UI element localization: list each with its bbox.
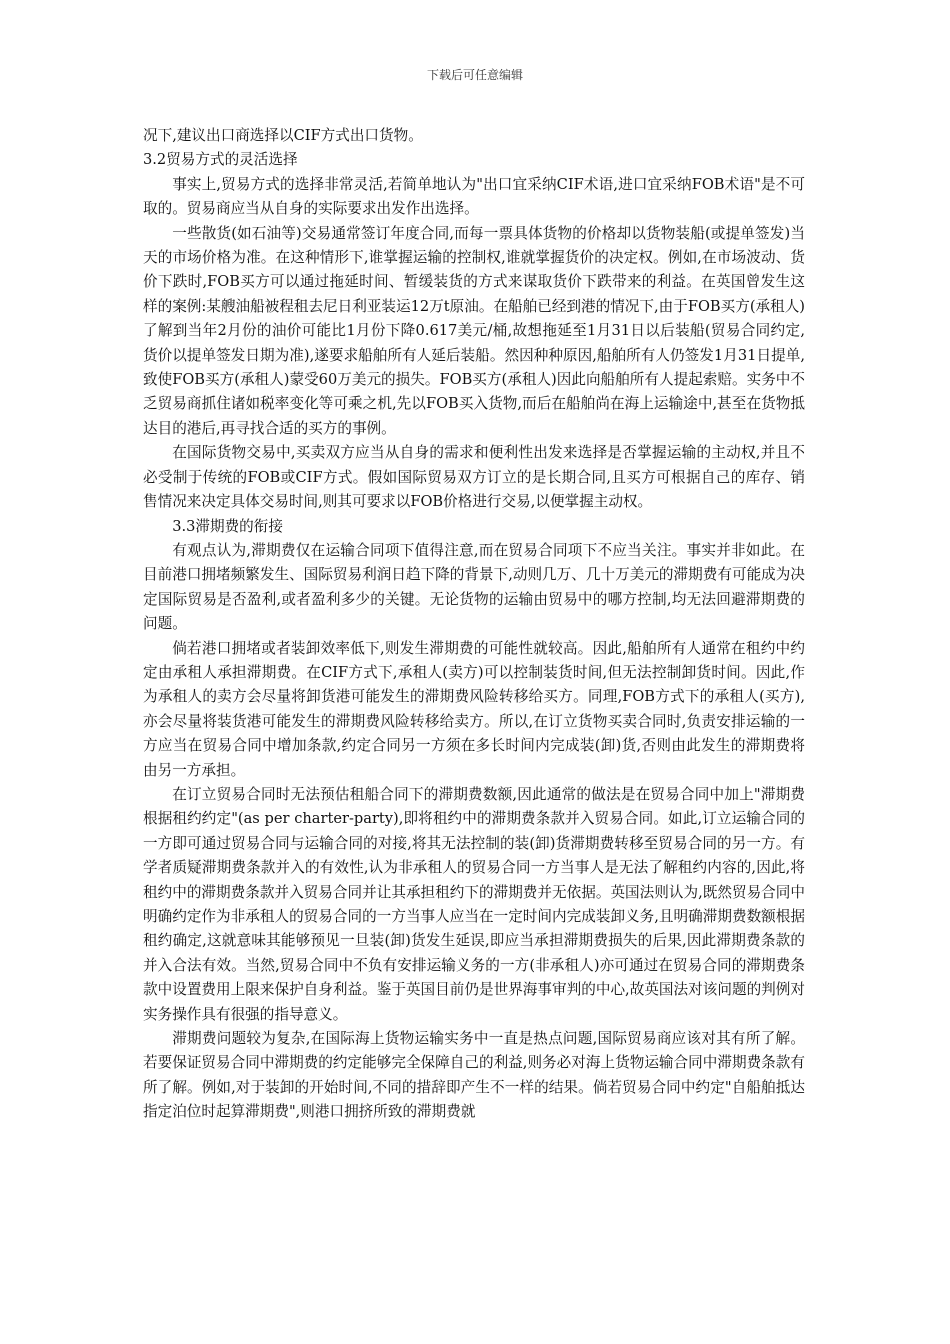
page-header: 下载后可任意编辑: [426, 68, 523, 82]
section-heading-3-2: 3.2贸易方式的灵活选择: [143, 151, 298, 169]
paragraph: 有观点认为,滞期费仅在运输合同项下值得注意,而在贸易合同项下不应当关注。事实并非如此。在目前港口拥堵频繁发生、国际贸易利润日趋下降的背景下,动则几万、几十万美元的滞期费有可能成为决定国际贸易是否盈利,或者盈利多少的关键。无论货物的运输由贸易中的哪方控制,均无法回避滞期费的问题。: [143, 541, 805, 633]
document-body: [143, 124, 805, 1125]
paragraph: 一些散货(如石油等)交易通常签订年度合同,而每一票具体货物的价格却以货物装船(或提单签发)当天的市场价格为准。在这种情形下,谁掌握运输的控制权,谁就掌握货价的决定权。例如,在市场波动、货价下跌时,FOB买方可以通过拖延时间、暂缓装货的方式来谋取货价下跌带来的利益。在英国曾发生这样的案例:某艘油船被程租去尼日利亚装运12万t原油。在船舶已经到港的情况下,由于FOB买方(承租人)了解到当年2月份的油价可能比1月份下降0.617美元/桶,故想拖延至1月31日以后装船(贸易合同约定,货价以提单签发日期为准),遂要求船舶所有人延后装船。然因种种原因,船舶所有人仍签发1月31日提单,致使FOB买方(承租人)蒙受60万美元的损失。FOB买方(承租人)因此向船舶所有人提起索赔。实务中不乏贸易商抓住诸如税率变化等可乘之机,先以FOB买入货物,而后在船舶尚在海上运输途中,甚至在货物抵达目的港后,再寻找合适的买方的事例。: [143, 224, 805, 437]
paragraph: 滞期费问题较为复杂,在国际海上货物运输实务中一直是热点问题,国际贸易商应该对其有所了解。若要保证贸易合同中滞期费的约定能够完全保障自己的利益,则务必对海上货物运输合同中滞期费条款有所了解。例如,对于装卸的开始时间,不同的措辞即产生不一样的结果。倘若贸易合同中约定"自船舶抵达指定泊位时起算滞期费",则港口拥挤所致的滞期费就: [143, 1030, 805, 1121]
intro-paragraph: 况下,建议出口商选择以CIF方式出口货物。: [143, 127, 423, 144]
paragraph: 事实上,贸易方式的选择非常灵活,若简单地认为"出口宜采纳CIF术语,进口宜采纳FOB术语"是不可取的。贸易商应当从自身的实际要求出发作出选择。: [143, 175, 805, 218]
paragraph: 倘若港口拥堵或者装卸效率低下,则发生滞期费的可能性就较高。因此,船舶所有人通常在租约中约定由承租人承担滞期费。在CIF方式下,承租人(卖方)可以控制装货时间,但无法控制卸货时间。因此,作为承租人的卖方会尽量将卸货港可能发生的滞期费风险转移给买方。同理,FOB方式下的承租人(买方),亦会尽量将装货港可能发生的滞期费风险转移给卖方。所以,在订立货物买卖合同时,负责安排运输的一方应当在贸易合同中增加条款,约定合同另一方须在多长时间内完成装(卸)货,否则由此发生的滞期费将由另一方承担。: [143, 639, 805, 779]
section-heading-3-3: 3.3滞期费的衔接: [172, 517, 283, 535]
paragraph: 在国际货物交易中,买卖双方应当从自身的需求和便利性出发来选择是否掌握运输的主动权,并且不必受制于传统的FOB或CIF方式。假如国际贸易双方订立的是长期合同,且买方可根据自己的库存、销售情况来决定具体交易时间,则其可要求以FOB价格进行交易,以便掌握主动权。: [143, 444, 805, 511]
paragraph: 在订立贸易合同时无法预估租船合同下的滞期费数额,因此通常的做法是在贸易合同中加上"滞期费根据租约约定"(as per charter-party),即将租约中的滞期费条款并入贸易合同。如此,订立运输合同的一方即可通过贸易合同与运输合同的对接,将其无法控制的装(卸)货滞期费转移至贸易合同的另一方。有学者质疑滞期费条款并入的有效性,认为非承租人的贸易合同一方当事人是无法了解租约内容的,因此,将租约中的滞期费条款并入贸易合同并让其承担租约下的滞期费并无依据。英国法则认为,既然贸易合同中明确约定作为非承租人的贸易合同的一方当事人应当在一定时间内完成装卸义务,且明确滞期费数额根据租约确定,这就意味其能够预见一旦装(卸)货发生延误,即应当承担滞期费损失的后果,因此滞期费条款的并入合法有效。当然,贸易合同中不负有安排运输义务的一方(非承租人)亦可通过在贸易合同的滞期费条款中设置费用上限来保护自身利益。鉴于英国目前仍是世界海事审判的中心,故英国法对该问题的判例对实务操作具有很强的指导意义。: [143, 785, 805, 1023]
